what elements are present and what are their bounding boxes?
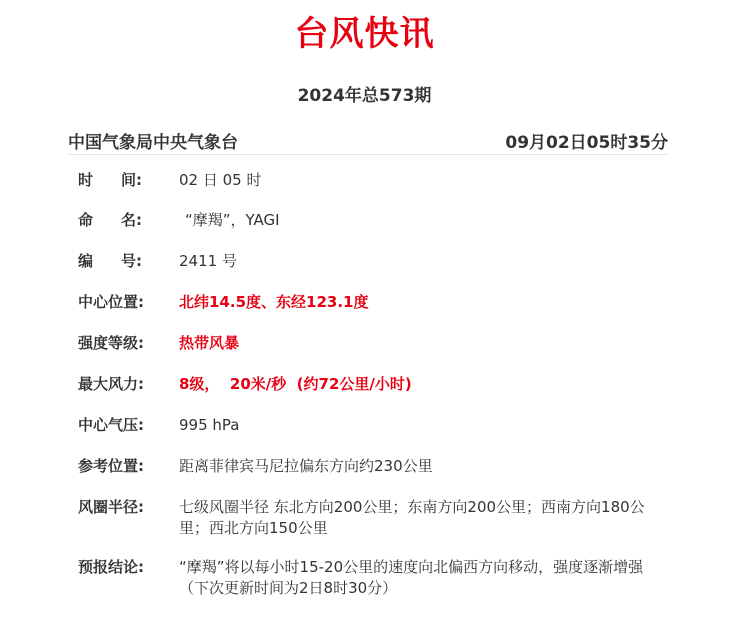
- field-label: 编 号:: [78, 252, 143, 270]
- field-value: 北纬14.5度、东经123.1度: [179, 293, 369, 311]
- forecast-text: “摩羯”将以每小时15-20公里的速度向北偏西方向移动，强度逐渐增强: [179, 558, 644, 576]
- field-max-wind: [78, 374, 668, 395]
- field-value: 8级， 20米/秒 (约72公里/小时): [179, 375, 412, 393]
- field-label: 命 名:: [78, 211, 143, 229]
- field-value: 02 日 05 时: [179, 171, 262, 189]
- field-value: 距离菲律宾马尼拉偏东方向约230公里: [179, 457, 433, 475]
- issue-timestamp: 09月02日05时35分: [505, 132, 668, 153]
- field-label: 风圈半径:: [78, 498, 144, 516]
- typhoon-info-table: [78, 170, 668, 599]
- field-label: 最大风力:: [78, 375, 144, 393]
- next-update-note: （下次更新时间为2日8时30分）: [179, 579, 398, 597]
- field-value: [179, 557, 669, 599]
- agency-row: [68, 126, 668, 155]
- field-value: “摩羯”，YAGI: [185, 211, 280, 229]
- field-label: 强度等级:: [78, 334, 144, 352]
- field-name: [78, 210, 668, 231]
- agency-name: 中国气象局中央气象台: [68, 132, 238, 153]
- field-wind-radius: [78, 497, 668, 539]
- field-intensity-level: [78, 333, 668, 354]
- field-center-position: [78, 292, 668, 313]
- field-value: 995 hPa: [179, 416, 240, 434]
- field-label: 中心气压:: [78, 416, 144, 434]
- field-label: 预报结论:: [78, 558, 144, 576]
- field-label: 参考位置:: [78, 457, 144, 475]
- page-title: 台风快讯: [294, 14, 435, 54]
- field-number: [78, 251, 668, 272]
- field-label: 时 间:: [78, 171, 143, 189]
- field-value: 七级风圈半径 东北方向200公里；东南方向200公里；西南方向180公里；西北方向150公里: [179, 498, 645, 537]
- field-value: 热带风暴: [179, 334, 240, 352]
- field-forecast: [78, 557, 668, 599]
- field-label: 中心位置:: [78, 293, 144, 311]
- issue-number: 2024年总573期: [297, 86, 432, 106]
- field-center-pressure: [78, 415, 668, 436]
- field-value: 2411 号: [179, 252, 237, 270]
- field-reference-position: [78, 456, 668, 477]
- field-time: [78, 170, 668, 191]
